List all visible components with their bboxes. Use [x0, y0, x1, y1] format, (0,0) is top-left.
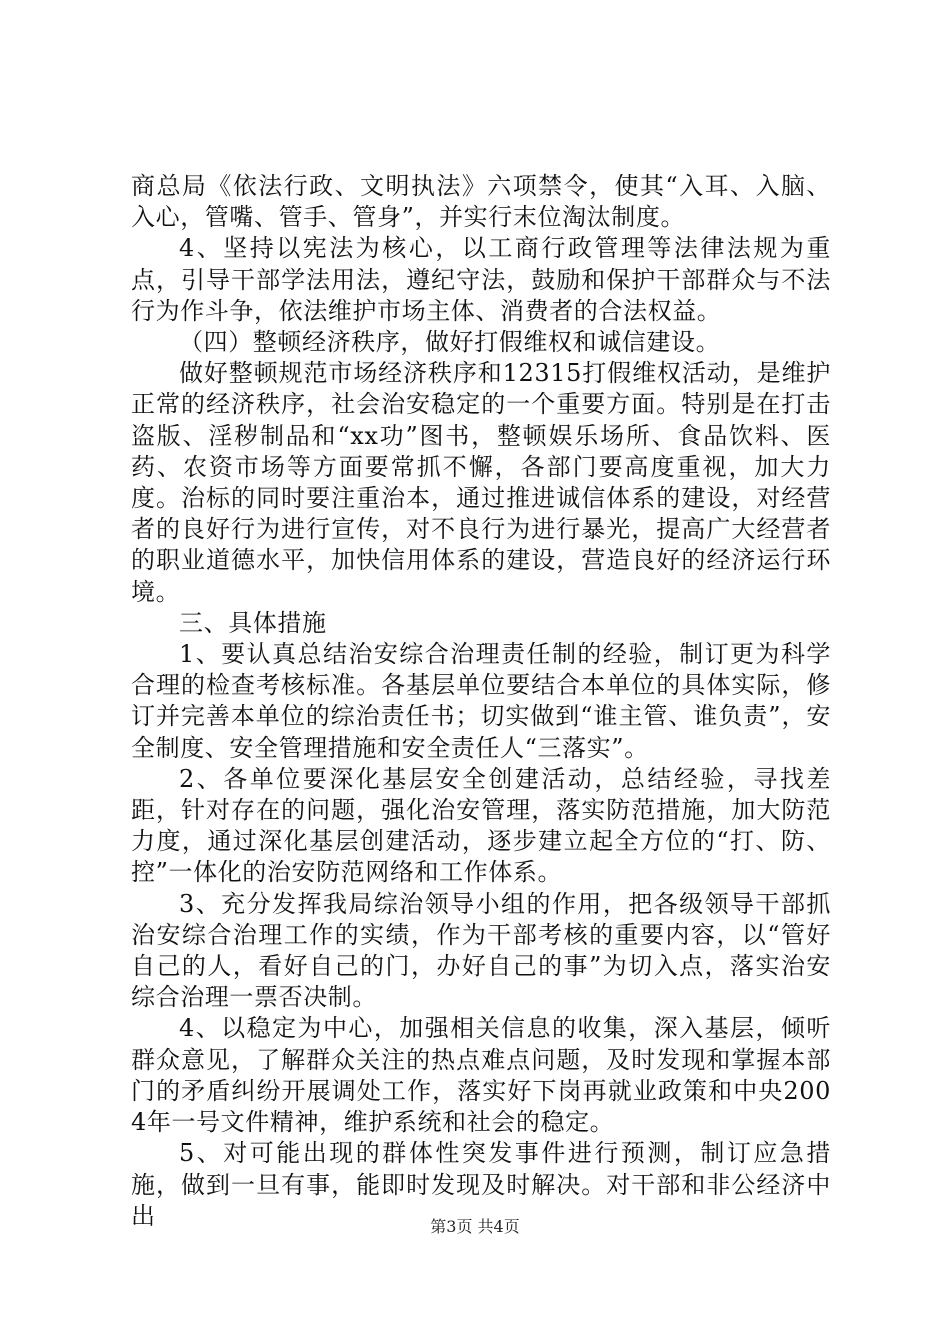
paragraph-8: 3、充分发挥我局综治领导小组的作用，把各级领导干部抓治安综合治理工作的实绩，作为干部考核的重要内容，以“管好自己的人，看好自己的门，办好自己的事”为切入点，落实治安综合治理一票否决制。 — [131, 889, 831, 1012]
page-footer: 第3页 共4页 — [430, 1217, 520, 1236]
paragraph-10: 5、对可能出现的群体性突发事件进行预测，制订应急措施，做到一旦有事，能即时发现及时解决。对干部和非公经济中出 — [131, 1139, 831, 1230]
paragraph-4: 做好整顿规范市场经济秩序和12315打假维权活动，是维护正常的经济秩序，社会治安稳定的一个重要方面。特别是在打击盗版、淫秽制品和“xx功”图书，整顿娱乐场所、食品饮料、医药、农资市场等方面要常抓不懈，各部门要高度重视，加大力度。治标的同时要注重治本，通过推进诚信体系的建设，对经营者的良好行为进行宣传，对不良行为进行暴光，提高广大经营者的职业道德水平，加快信用体系的建设，营造良好的经济运行环境。 — [131, 359, 831, 606]
section-heading-3: 三、具体措施 — [179, 608, 327, 637]
document-body — [131, 171, 831, 1232]
paragraph-6: 1、要认真总结治安综合治理责任制的经验，制订更为科学合理的检查考核标准。各基层单位要结合本单位的具体实际，修订并完善本单位的综治责任书；切实做到“谁主管、谁负责”，安全制度、安全管理措施和安全责任人“三落实”。 — [131, 640, 831, 762]
paragraph-1: 商总局《依法行政、文明执法》六项禁令，使其“入耳、入脑、入心，管嘴、管手、管身”，并实行末位淘汰制度。 — [131, 172, 831, 232]
paragraph-9: 4、以稳定为中心，加强相关信息的收集，深入基层，倾听群众意见，了解群众关注的热点难点问题，及时发现和掌握本部门的矛盾纠纷开展调处工作，落实好下岗再就业政策和中央2004年一号文件精神，维护系统和社会的稳定。 — [131, 1014, 831, 1137]
section-heading-4: （四）整顿经济秩序，做好打假维权和诚信建设。 — [179, 328, 721, 357]
paragraph-7: 2、各单位要深化基层安全创建活动，总结经验，寻找差距，针对存在的问题，强化治安管理，落实防范措施，加大防范力度，通过深化基层创建活动，逐步建立起全方位的“打、防、控”一体化的治安防范网络和工作体系。 — [131, 764, 831, 887]
paragraph-2: 4、坚持以宪法为核心，以工商行政管理等法律法规为重点，引导干部学法用法，遵纪守法，鼓励和保护干部群众与不法行为作斗争，依法维护市场主体、消费者的合法权益。 — [131, 234, 831, 325]
